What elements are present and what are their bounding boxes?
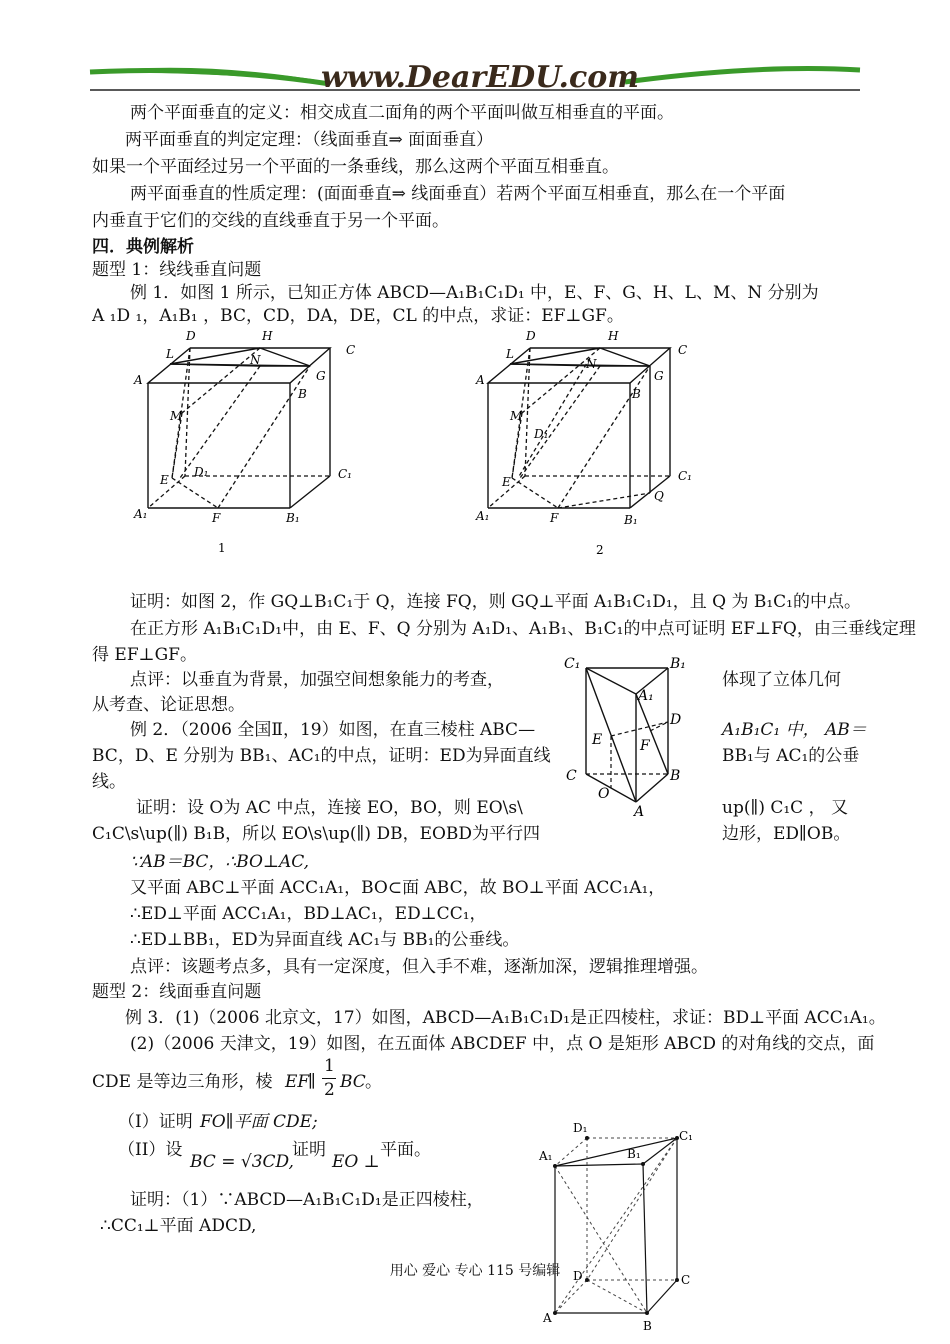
- comment-1-text: 点评：以垂直为背景，加强空间想象能力的考查，: [130, 670, 504, 690]
- page-footer: 用心 爱心 专心 115 号编辑: [389, 1263, 561, 1279]
- figure-2-label: A: [476, 373, 485, 387]
- figure-3-label: B₁: [670, 656, 686, 672]
- site-logo: www.DearEDU.com: [320, 60, 639, 95]
- proof-1-text: 得 EF⊥GF。: [92, 645, 197, 665]
- figure-2-cube: [470, 328, 730, 558]
- example-2-text: A₁B₁C₁ 中， AB＝: [722, 720, 867, 740]
- figure-1-label: L: [166, 347, 174, 361]
- proof-2-text: 边形，ED∥OB。: [722, 824, 851, 844]
- figure-2-label: D₁: [534, 427, 549, 441]
- proof-3-text: 证明：（1）∵ABCD—A₁B₁C₁D₁是正四棱柱，: [130, 1190, 484, 1210]
- example-3-text: (2)（2006 天津文，19）如图，在五面体 ABCDEF 中，点 O 是矩形 ABCD 的对角线的交点，面: [130, 1034, 875, 1054]
- proof-2-text: 证明：设 O为 AC 中点，连接 EO，BO，则 EO\s\: [136, 798, 523, 818]
- figure-2-label: H: [608, 329, 619, 343]
- math-ef: EF: [285, 1072, 310, 1092]
- figure-1-label: A: [134, 373, 143, 387]
- comment-1-text: 从考查、论证思想。: [92, 695, 245, 715]
- figure-2-label: A₁: [476, 509, 490, 523]
- figure-3-label: C: [566, 768, 577, 784]
- example-3-text: 例 3．(1)（2006 北京文，17）如图，ABCD—A₁B₁C₁D₁是正四棱柱，求证：BD⊥平面 ACC₁A₁。: [125, 1008, 886, 1028]
- proof-2-text: 又平面 ABC⊥平面 ACC₁A₁，BO⊂面 ABC，故 BO⊥平面 ACC₁A₁，: [130, 878, 666, 898]
- figure-3-label: B: [670, 768, 681, 784]
- text-line: 两平面垂直的性质定理：(面面垂直⇒ 线面垂直）若两个平面互相垂直，那么在一个平面: [130, 184, 786, 204]
- problem-type-heading: 题型 1：线线垂直问题: [92, 260, 262, 280]
- figure-2-label: D: [526, 329, 536, 343]
- math-frac-bar: [322, 1078, 336, 1079]
- proof-3-text: ∴CC₁⊥平面 ADCD,: [100, 1216, 257, 1236]
- figure-3-label: E: [592, 732, 603, 748]
- proof-2-text: up(∥) C₁C ， 又: [722, 798, 848, 818]
- figure-1-label: G: [316, 369, 326, 383]
- figure-2-label: B₁: [624, 513, 638, 527]
- figure-1-label: E: [160, 473, 169, 487]
- figure-1-label: M: [170, 409, 183, 423]
- figure-3-label: A₁: [638, 688, 654, 704]
- question-2-math: EO ⊥: [332, 1152, 380, 1172]
- example-2-text: BB₁与 AC₁的公垂: [722, 746, 860, 766]
- comment-2-text: 点评：该题考点多，具有一定深度，但入手不难，逐渐加深，逻辑推理增强。: [130, 957, 708, 977]
- math-bc: BC: [340, 1072, 366, 1092]
- figure-3-label: D: [670, 712, 682, 728]
- figure-1-cube: [130, 328, 390, 558]
- question-1-math: FO∥平面 CDE;: [200, 1112, 318, 1132]
- proof-1-text: 在正方形 A₁B₁C₁D₁中，由 E、F、Q 分别为 A₁D₁、A₁B₁、B₁C₁的中点可证明 EF⊥FQ，由三垂线定理: [130, 619, 916, 639]
- figure-1-label: B: [298, 387, 307, 401]
- figure-2-label: L: [506, 347, 514, 361]
- proof-2-text: ∵AB＝BC，∴BO⊥AC,: [130, 852, 310, 872]
- proof-2-text: ∴ED⊥平面 ACC₁A₁，BD⊥AC₁，ED⊥CC₁，: [130, 904, 487, 924]
- figure-2-label: G: [654, 369, 664, 383]
- figure-1-label: C: [346, 343, 356, 357]
- math-frac-num: 1: [324, 1056, 335, 1076]
- figure-4-label: D: [573, 1269, 583, 1283]
- figure-2-label: E: [502, 475, 511, 489]
- figure-2-caption: 2: [596, 543, 604, 557]
- problem-type-heading: 题型 2：线面垂直问题: [92, 982, 262, 1002]
- figure-3-label: O: [598, 786, 610, 802]
- example-2-text: 例 2．（2006 全国Ⅱ，19）如图，在直三棱柱 ABC—: [130, 720, 536, 740]
- text-line: 两个平面垂直的定义：相交成直二面角的两个平面叫做互相垂直的平面。: [130, 103, 674, 123]
- figure-4-label: B: [643, 1319, 652, 1333]
- proof-2-text: ∴ED⊥BB₁，ED为异面直线 AC₁与 BB₁的公垂线。: [130, 930, 520, 950]
- figure-4-label: B₁: [627, 1147, 641, 1161]
- section-heading: 四．典例解析: [92, 237, 194, 257]
- question-2-text: （II）设: [118, 1140, 183, 1160]
- example-3-text: CDE 是等边三角形，棱: [92, 1072, 273, 1092]
- proof-1-text: 证明：如图 2，作 GQ⊥B₁C₁于 Q，连接 FQ，则 GQ⊥平面 A₁B₁C₁D₁，且 Q 为 B₁C₁的中点。: [130, 592, 861, 612]
- figure-2-label: F: [550, 511, 559, 525]
- proof-2-text: C₁C\s\up(∥) B₁B，所以 EO\s\up(∥) DB，EOBD为平行四: [92, 824, 541, 844]
- question-2-text: 证明: [292, 1140, 326, 1160]
- figure-1-label: N: [250, 353, 261, 367]
- figure-4-label: D₁: [573, 1121, 588, 1135]
- example-1-text: A ₁D ₁，A₁B₁ ，BC，CD，DA，DE，CL 的中点，求证：EF⊥GF。: [92, 306, 624, 326]
- question-1-text: （I）证明: [118, 1112, 193, 1132]
- text-line: 两平面垂直的判定定理：（线面垂直⇒ 面面垂直）: [125, 130, 494, 150]
- figure-1-label: C₁: [338, 467, 352, 481]
- example-2-text: 线。: [92, 772, 126, 792]
- text-line: 内垂直于它们的交线的直线垂直于另一个平面。: [92, 211, 449, 231]
- figure-2-label: B: [632, 387, 641, 401]
- figure-3-label: A: [634, 804, 645, 816]
- figure-2-label: N: [586, 357, 597, 371]
- figure-2-label: Q: [654, 489, 664, 503]
- figure-3-label: F: [640, 738, 650, 754]
- figure-2-label: C: [678, 343, 688, 357]
- figure-3-label: C₁: [564, 656, 581, 672]
- figure-1-caption: 1: [218, 541, 226, 555]
- text-line: 如果一个平面经过另一个平面的一条垂线，那么这两个平面互相垂直。: [92, 157, 619, 177]
- figure-4-prism: [535, 1118, 705, 1338]
- comment-1-text: 体现了立体几何: [722, 670, 841, 690]
- figure-4-label: C₁: [679, 1129, 693, 1143]
- figure-1-label: A₁: [134, 507, 148, 521]
- math-parallel: ∥: [308, 1072, 316, 1092]
- header-swoosh-right: [625, 69, 860, 83]
- figure-1-label: D: [186, 329, 196, 343]
- figure-4-label: C: [681, 1273, 691, 1287]
- example-1-text: 例 1．如图 1 所示，已知正方体 ABCD—A₁B₁C₁D₁ 中，E、F、G、H、L、M、N 分别为: [130, 283, 819, 303]
- question-2-math: BC = √3CD,: [190, 1152, 294, 1172]
- example-3-text: 。: [365, 1072, 382, 1092]
- figure-2-label: C₁: [678, 469, 692, 483]
- figure-1-label: F: [212, 511, 221, 525]
- math-frac-den: 2: [324, 1080, 335, 1100]
- figure-4-label: A: [543, 1311, 552, 1325]
- figure-1-label: D₁: [194, 465, 209, 479]
- example-2-text: BC，D、E 分别为 BB₁、AC₁的中点，证明：ED为异面直线: [92, 746, 551, 766]
- figure-1-label: B₁: [286, 511, 300, 525]
- figure-4-label: A₁: [539, 1149, 553, 1163]
- question-2-text: 平面。: [380, 1140, 431, 1160]
- figure-1-label: H: [262, 329, 273, 343]
- figure-3-prism: [560, 656, 700, 816]
- figure-2-label: M: [510, 409, 523, 423]
